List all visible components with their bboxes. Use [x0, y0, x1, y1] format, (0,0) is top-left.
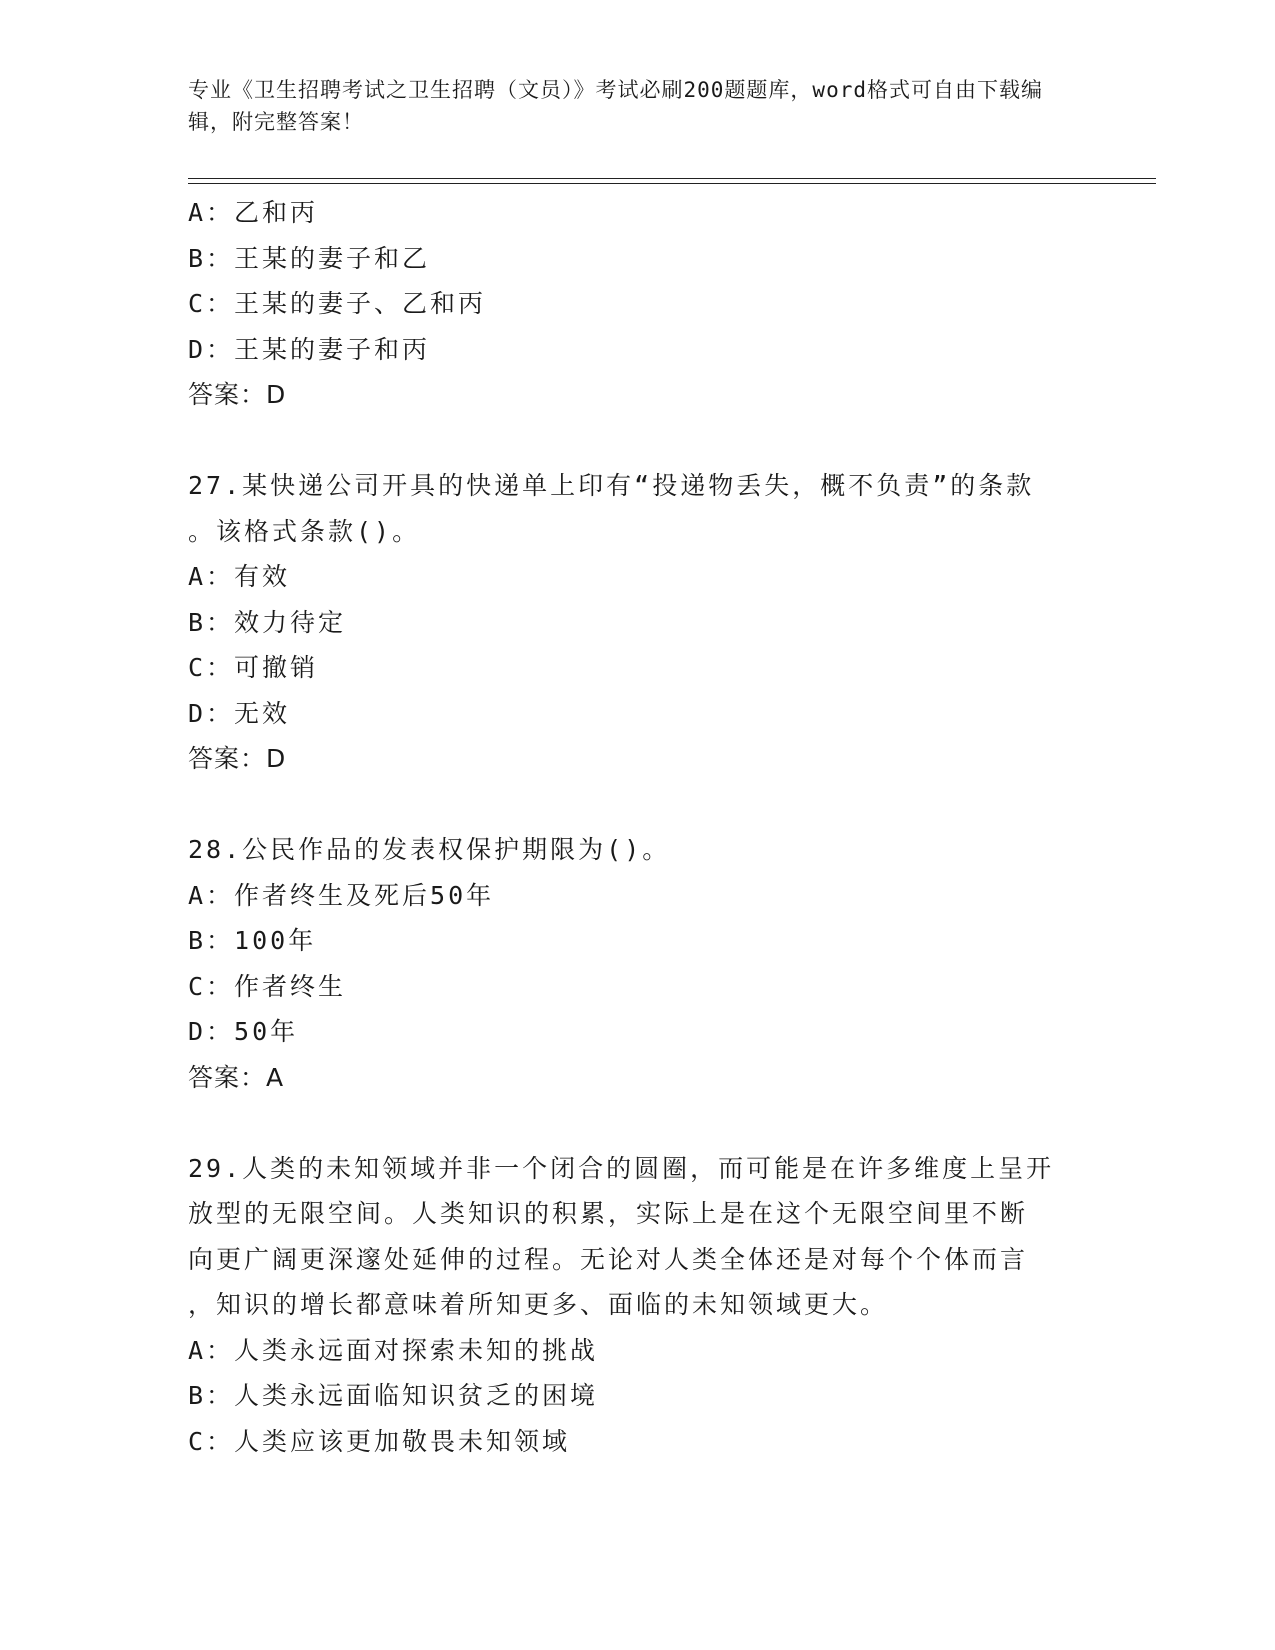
question-stem: 28.公民作品的发表权保护期限为()。 — [188, 835, 671, 864]
option-c: C：作者终生 — [188, 971, 347, 1001]
question-stem-line-2: 放型的无限空间。人类知识的积累，实际上是在这个无限空间里不断 — [188, 1199, 1029, 1228]
spacer — [188, 418, 1088, 464]
option-a: A：作者终生及死后50年 — [188, 880, 495, 910]
answer: 答案：D — [188, 380, 287, 409]
question-stem-line-1: 29.人类的未知领域并非一个闭合的圆圈，而可能是在许多维度上呈开 — [188, 1153, 1055, 1183]
option-d: D：王某的妻子和丙 — [188, 334, 431, 364]
option-d: D：50年 — [188, 1017, 299, 1046]
option-b: B：效力待定 — [188, 607, 347, 637]
question-28 — [188, 827, 1088, 1100]
option-c: C：可撤销 — [188, 653, 319, 682]
document-header: 专业《卫生招聘考试之卫生招聘（文员）》考试必刷200题题库，word格式可自由下载编辑，附完整答案！ — [188, 78, 1043, 134]
option-c: C：人类应该更加敬畏未知领域 — [188, 1426, 571, 1456]
option-c: C：王某的妻子、乙和丙 — [188, 289, 487, 318]
question-stem-line-3: 向更广阔更深邃处延伸的过程。无论对人类全体还是对每个个体而言 — [188, 1244, 1029, 1274]
answer: 答案：D — [188, 744, 287, 773]
spacer — [188, 1100, 1088, 1146]
question-stem: 27.某快递公司开具的快递单上印有“投递物丢失，概不负责”的条款 — [188, 471, 1035, 500]
header-rule-bottom — [188, 183, 1156, 184]
option-a: A：有效 — [188, 562, 291, 591]
question-stem-line-4: ，知识的增长都意味着所知更多、面临的未知领域更大。 — [188, 1290, 889, 1319]
header-rule-top — [188, 178, 1156, 179]
question-list — [188, 190, 1088, 1464]
option-a: A：人类永远面对探索未知的挑战 — [188, 1335, 599, 1365]
question-29 — [188, 1146, 1088, 1465]
option-b: B：人类永远面临知识贫乏的困境 — [188, 1381, 599, 1410]
option-b: B：王某的妻子和乙 — [188, 243, 431, 273]
question-26 — [188, 190, 1088, 418]
option-a: A：乙和丙 — [188, 198, 319, 227]
spacer — [188, 782, 1088, 828]
question-stem-continued: 。该格式条款()。 — [188, 516, 421, 546]
answer: 答案：A — [188, 1062, 285, 1092]
question-27 — [188, 463, 1088, 782]
option-b: B：100年 — [188, 926, 317, 955]
option-d: D：无效 — [188, 698, 291, 728]
